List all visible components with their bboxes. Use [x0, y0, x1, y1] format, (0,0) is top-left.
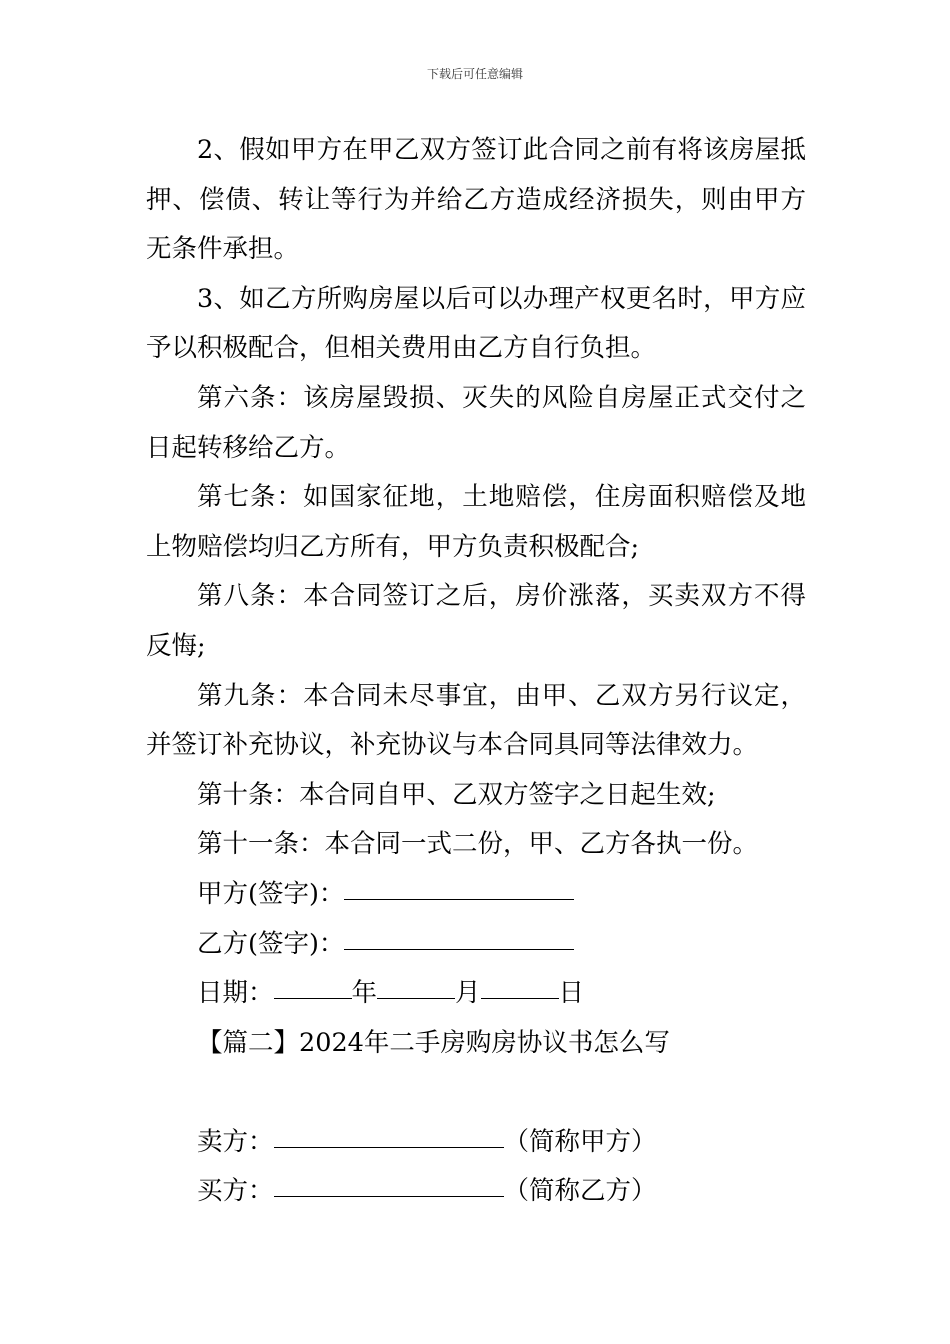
date-row — [146, 969, 806, 1019]
buyer-note: （简称乙方） — [503, 1176, 657, 1207]
seller-label: 卖方： — [197, 1126, 274, 1157]
article-7-paragraph: 第七条：如国家征地，土地赔偿，住房面积赔偿及地上物赔偿均归乙方所有，甲方负责积极配合; — [146, 482, 806, 562]
month-blank — [377, 978, 455, 999]
buyer-label: 买方： — [197, 1176, 274, 1207]
seller-blank — [274, 1127, 504, 1148]
buyer-row — [146, 1167, 806, 1217]
clause-2-paragraph: 2、假如甲方在甲乙双方签订此合同之前有将该房屋抵押、偿债、转让等行为并给乙方造成经济损失，则由甲方无条件承担。 — [146, 135, 806, 265]
year-blank — [274, 978, 352, 999]
seller-note: （简称甲方） — [503, 1126, 657, 1157]
year-label: 年 — [351, 978, 378, 1009]
party-a-signature-blank — [344, 879, 574, 900]
article-6-paragraph: 第六条：该房屋毁损、灭失的风险自房屋正式交付之日起转移给乙方。 — [146, 382, 806, 463]
spacer — [146, 1068, 806, 1118]
date-label: 日期： — [197, 978, 274, 1009]
party-b-signature-row — [146, 920, 806, 970]
party-b-signature-label: 乙方(签字)： — [197, 928, 345, 959]
article-9-paragraph: 第九条：本合同未尽事宜，由甲、乙双方另行议定，并签订补充协议，补充协议与本合同具同等法律效力。 — [146, 680, 806, 761]
article-10-paragraph: 第十条：本合同自甲、乙双方签字之日起生效; — [197, 779, 716, 810]
party-a-signature-row — [146, 870, 806, 920]
day-label: 日 — [558, 978, 585, 1009]
document-body — [146, 126, 806, 1217]
buyer-blank — [274, 1176, 504, 1197]
day-blank — [481, 978, 559, 999]
section-two-title: 【篇二】2024年二手房购房协议书怎么写 — [197, 1027, 670, 1058]
page-header: 下载后可任意编辑 — [426, 67, 523, 81]
clause-3-paragraph: 3、如乙方所购房屋以后可以办理产权更名时，甲方应予以积极配合，但相关费用由乙方自行负担。 — [146, 283, 806, 364]
month-label: 月 — [455, 978, 481, 1009]
article-8-paragraph: 第八条：本合同签订之后，房价涨落，买卖双方不得反悔; — [146, 581, 806, 661]
article-11-paragraph: 第十一条：本合同一式二份，甲、乙方各执一份。 — [197, 829, 759, 860]
party-b-signature-blank — [344, 929, 574, 950]
seller-row — [146, 1118, 806, 1168]
party-a-signature-label: 甲方(签字)： — [197, 878, 345, 909]
